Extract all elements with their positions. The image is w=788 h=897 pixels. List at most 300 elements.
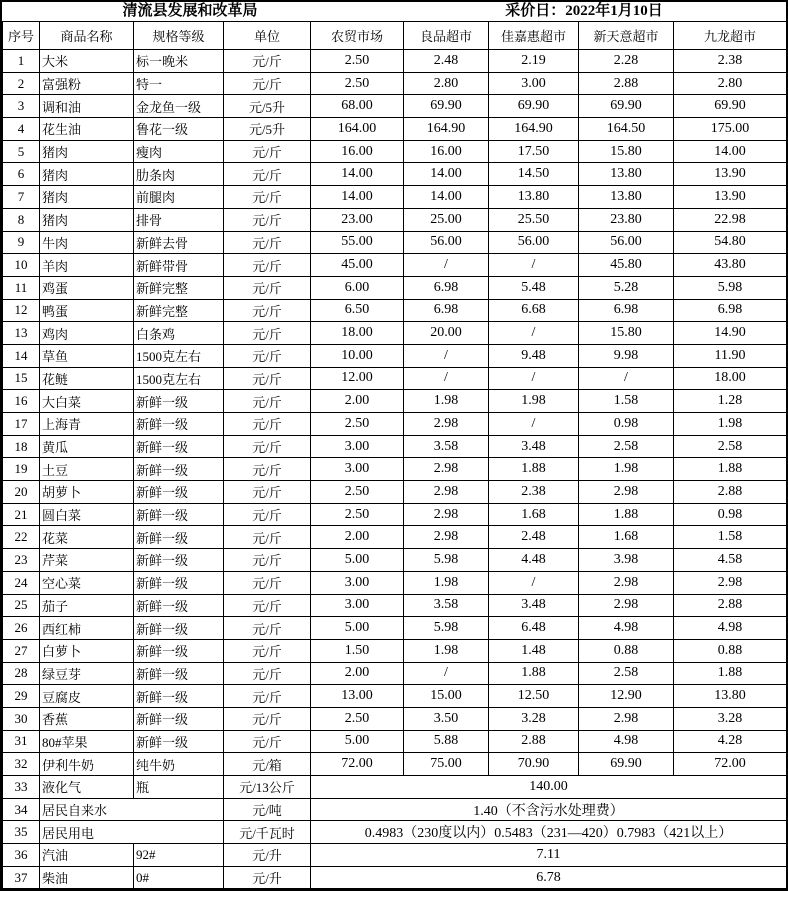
cell-product-name: 芹菜 — [40, 549, 134, 572]
cell-row-number: 21 — [3, 503, 40, 526]
cell-row-number: 14 — [3, 344, 40, 367]
cell-row-number: 7 — [3, 186, 40, 209]
cell-row-number: 11 — [3, 276, 40, 299]
cell-price: 13.80 — [579, 186, 674, 209]
cell-product-name: 鸡蛋 — [40, 276, 134, 299]
cell-product-name: 茄子 — [40, 594, 134, 617]
cell-price: 5.00 — [311, 549, 404, 572]
cell-price: 15.80 — [579, 322, 674, 345]
cell-price: 14.50 — [489, 163, 579, 186]
cell-price: 14.00 — [311, 186, 404, 209]
cell-price: 2.50 — [311, 503, 404, 526]
cell-price: 5.48 — [489, 276, 579, 299]
cell-price: 2.00 — [311, 662, 404, 685]
cell-row-number: 37 — [3, 866, 40, 889]
cell-row-number: 26 — [3, 617, 40, 640]
cell-merged-price: 1.40（不含污水处理费） — [311, 798, 787, 821]
cell-price: 164.90 — [404, 118, 489, 141]
cell-product-name: 花鲢 — [40, 367, 134, 390]
cell-unit: 元/斤 — [224, 390, 311, 413]
cell-product-name: 大白菜 — [40, 390, 134, 413]
table-row — [3, 208, 787, 231]
cell-price: 4.58 — [674, 549, 787, 572]
cell-product-name: 空心菜 — [40, 571, 134, 594]
cell-price: 5.00 — [311, 730, 404, 753]
cell-row-number: 32 — [3, 753, 40, 776]
cell-price: 20.00 — [404, 322, 489, 345]
cell-unit: 元/5升 — [224, 95, 311, 118]
cell-price: 2.58 — [674, 435, 787, 458]
cell-price: 0.88 — [579, 639, 674, 662]
cell-spec-grade: 0# — [134, 866, 224, 889]
cell-product-name: 圆白菜 — [40, 503, 134, 526]
table-row — [3, 730, 787, 753]
cell-price: 164.00 — [311, 118, 404, 141]
cell-price: 2.98 — [579, 481, 674, 504]
cell-price: 3.28 — [489, 707, 579, 730]
cell-spec-grade: 新鲜一级 — [134, 481, 224, 504]
cell-row-number: 12 — [3, 299, 40, 322]
cell-spec-grade: 瘦肉 — [134, 140, 224, 163]
cell-product-name: 猪肉 — [40, 163, 134, 186]
cell-row-number: 6 — [3, 163, 40, 186]
cell-unit: 元/斤 — [224, 163, 311, 186]
cell-price: 3.48 — [489, 594, 579, 617]
cell-price: 2.58 — [579, 662, 674, 685]
cell-price: 6.98 — [674, 299, 787, 322]
cell-price: 3.98 — [579, 549, 674, 572]
table-row — [3, 776, 787, 799]
cell-price: 14.00 — [404, 163, 489, 186]
cell-spec-grade: 新鲜一级 — [134, 685, 224, 708]
cell-price: 72.00 — [311, 753, 404, 776]
cell-price: 23.80 — [579, 208, 674, 231]
header-row — [3, 22, 787, 50]
cell-unit: 元/斤 — [224, 413, 311, 436]
cell-spec-grade: 新鲜一级 — [134, 413, 224, 436]
cell-price: 45.00 — [311, 254, 404, 277]
cell-price: 2.98 — [404, 413, 489, 436]
cell-spec-grade: 新鲜一级 — [134, 435, 224, 458]
cell-row-number: 20 — [3, 481, 40, 504]
table-row — [3, 662, 787, 685]
cell-unit: 元/斤 — [224, 276, 311, 299]
column-header-8: 九龙超市 — [674, 22, 787, 50]
cell-spec-grade: 瓶 — [134, 776, 224, 799]
cell-unit: 元/斤 — [224, 254, 311, 277]
cell-spec-grade: 特一 — [134, 72, 224, 95]
cell-row-number: 3 — [3, 95, 40, 118]
cell-row-number: 33 — [3, 776, 40, 799]
cell-row-number: 29 — [3, 685, 40, 708]
cell-spec-grade: 鲁花一级 — [134, 118, 224, 141]
cell-product-name: 柴油 — [40, 866, 134, 889]
cell-price: 3.00 — [311, 594, 404, 617]
cell-price: 164.50 — [579, 118, 674, 141]
survey-date: 采价日：2022年1月10日 — [505, 3, 663, 19]
cell-row-number: 9 — [3, 231, 40, 254]
cell-product-name: 猪肉 — [40, 186, 134, 209]
table-row — [3, 617, 787, 640]
column-header-5: 良品超市 — [404, 22, 489, 50]
cell-price: 13.80 — [579, 163, 674, 186]
cell-product-name: 居民自来水 — [40, 798, 224, 821]
cell-price: 56.00 — [579, 231, 674, 254]
cell-spec-grade: 白条鸡 — [134, 322, 224, 345]
cell-price: 5.28 — [579, 276, 674, 299]
table-row — [3, 322, 787, 345]
cell-product-name: 调和油 — [40, 95, 134, 118]
table-row — [3, 866, 787, 889]
cell-price: 1.68 — [579, 526, 674, 549]
cell-spec-grade: 1500克左右 — [134, 344, 224, 367]
cell-unit: 元/斤 — [224, 435, 311, 458]
cell-price: 6.98 — [579, 299, 674, 322]
cell-product-name: 猪肉 — [40, 208, 134, 231]
cell-unit: 元/斤 — [224, 231, 311, 254]
table-row — [3, 753, 787, 776]
cell-price: / — [489, 367, 579, 390]
cell-price: 2.98 — [579, 707, 674, 730]
cell-row-number: 23 — [3, 549, 40, 572]
cell-price: 2.38 — [674, 50, 787, 73]
table-row — [3, 503, 787, 526]
cell-product-name: 鸡肉 — [40, 322, 134, 345]
cell-price: 5.00 — [311, 617, 404, 640]
cell-row-number: 27 — [3, 639, 40, 662]
cell-unit: 元/斤 — [224, 707, 311, 730]
cell-product-name: 羊肉 — [40, 254, 134, 277]
cell-price: 12.90 — [579, 685, 674, 708]
cell-price: 16.00 — [311, 140, 404, 163]
cell-price: 2.00 — [311, 390, 404, 413]
cell-price: 1.98 — [404, 571, 489, 594]
cell-price: 5.98 — [404, 617, 489, 640]
cell-row-number: 36 — [3, 844, 40, 867]
cell-price: 69.90 — [674, 95, 787, 118]
cell-unit: 元/斤 — [224, 594, 311, 617]
cell-price: 2.98 — [579, 571, 674, 594]
cell-price: 18.00 — [311, 322, 404, 345]
cell-price: 1.88 — [674, 458, 787, 481]
cell-price: 3.00 — [489, 72, 579, 95]
cell-spec-grade: 排骨 — [134, 208, 224, 231]
column-header-0: 序号 — [3, 22, 40, 50]
cell-price: 17.50 — [489, 140, 579, 163]
cell-row-number: 18 — [3, 435, 40, 458]
cell-unit: 元/升 — [224, 844, 311, 867]
cell-price: 13.90 — [674, 186, 787, 209]
cell-price: 1.98 — [404, 390, 489, 413]
column-header-1: 商品名称 — [40, 22, 134, 50]
cell-price: 2.19 — [489, 50, 579, 73]
table-row — [3, 844, 787, 867]
cell-spec-grade: 前腿肉 — [134, 186, 224, 209]
cell-product-name: 草鱼 — [40, 344, 134, 367]
cell-price: 12.00 — [311, 367, 404, 390]
table-row — [3, 50, 787, 73]
cell-merged-price: 140.00 — [311, 776, 787, 799]
cell-price: 1.58 — [674, 526, 787, 549]
cell-unit: 元/斤 — [224, 208, 311, 231]
cell-spec-grade: 新鲜一级 — [134, 707, 224, 730]
cell-unit: 元/斤 — [224, 549, 311, 572]
cell-price: 2.88 — [579, 72, 674, 95]
cell-spec-grade: 新鲜完整 — [134, 276, 224, 299]
cell-product-name: 80#苹果 — [40, 730, 134, 753]
cell-product-name: 花生油 — [40, 118, 134, 141]
cell-price: 1.88 — [674, 662, 787, 685]
cell-spec-grade: 新鲜一级 — [134, 730, 224, 753]
table-row — [3, 821, 787, 844]
cell-price: 13.90 — [674, 163, 787, 186]
cell-product-name: 液化气 — [40, 776, 134, 799]
cell-price: 25.50 — [489, 208, 579, 231]
cell-price: 1.68 — [489, 503, 579, 526]
cell-spec-grade: 新鲜一级 — [134, 549, 224, 572]
cell-price: / — [404, 344, 489, 367]
cell-unit: 元/斤 — [224, 526, 311, 549]
cell-price: 2.98 — [579, 594, 674, 617]
cell-price: 3.00 — [311, 435, 404, 458]
cell-price: 2.98 — [404, 503, 489, 526]
cell-price: 3.58 — [404, 435, 489, 458]
cell-price: 1.88 — [489, 662, 579, 685]
table-row — [3, 299, 787, 322]
cell-price: 54.80 — [674, 231, 787, 254]
cell-price: 2.50 — [311, 72, 404, 95]
cell-unit: 元/13公斤 — [224, 776, 311, 799]
table-row — [3, 685, 787, 708]
cell-unit: 元/斤 — [224, 662, 311, 685]
cell-price: 2.80 — [404, 72, 489, 95]
column-header-4: 农贸市场 — [311, 22, 404, 50]
cell-price: 1.48 — [489, 639, 579, 662]
cell-price: 2.48 — [404, 50, 489, 73]
cell-price: 15.80 — [579, 140, 674, 163]
cell-price: / — [489, 322, 579, 345]
cell-product-name: 伊利牛奶 — [40, 753, 134, 776]
cell-price: 3.50 — [404, 707, 489, 730]
cell-unit: 元/千瓦时 — [224, 821, 311, 844]
column-header-7: 新天意超市 — [579, 22, 674, 50]
cell-price: 2.50 — [311, 481, 404, 504]
table-row — [3, 118, 787, 141]
cell-price: 1.50 — [311, 639, 404, 662]
cell-price: 56.00 — [404, 231, 489, 254]
column-header-6: 佳嘉惠超市 — [489, 22, 579, 50]
cell-price: 3.58 — [404, 594, 489, 617]
cell-unit: 元/斤 — [224, 639, 311, 662]
cell-price: 6.98 — [404, 299, 489, 322]
price-table — [2, 21, 787, 889]
cell-price: 12.50 — [489, 685, 579, 708]
cell-product-name: 绿豆芽 — [40, 662, 134, 685]
cell-row-number: 19 — [3, 458, 40, 481]
cell-product-name: 白萝卜 — [40, 639, 134, 662]
cell-price: 16.00 — [404, 140, 489, 163]
cell-unit: 元/升 — [224, 866, 311, 889]
cell-price: 4.98 — [579, 730, 674, 753]
cell-spec-grade: 金龙鱼一级 — [134, 95, 224, 118]
cell-unit: 元/斤 — [224, 50, 311, 73]
cell-unit: 元/斤 — [224, 72, 311, 95]
cell-row-number: 1 — [3, 50, 40, 73]
cell-product-name: 胡萝卜 — [40, 481, 134, 504]
table-row — [3, 276, 787, 299]
cell-row-number: 15 — [3, 367, 40, 390]
table-row — [3, 435, 787, 458]
cell-price: 55.00 — [311, 231, 404, 254]
column-header-3: 单位 — [224, 22, 311, 50]
table-row — [3, 367, 787, 390]
cell-price: 11.90 — [674, 344, 787, 367]
cell-unit: 元/斤 — [224, 140, 311, 163]
cell-spec-grade: 新鲜去骨 — [134, 231, 224, 254]
table-row — [3, 481, 787, 504]
cell-product-name: 黄瓜 — [40, 435, 134, 458]
cell-unit: 元/斤 — [224, 458, 311, 481]
cell-product-name: 鸭蛋 — [40, 299, 134, 322]
cell-price: 69.90 — [489, 95, 579, 118]
table-row — [3, 639, 787, 662]
cell-unit: 元/斤 — [224, 344, 311, 367]
cell-merged-price: 0.4983（230度以内）0.5483（231—420）0.7983（421以上） — [311, 821, 787, 844]
cell-price: 1.88 — [579, 503, 674, 526]
cell-price: 6.50 — [311, 299, 404, 322]
cell-price: 6.48 — [489, 617, 579, 640]
cell-spec-grade: 新鲜一级 — [134, 662, 224, 685]
cell-unit: 元/吨 — [224, 798, 311, 821]
cell-price: 13.80 — [489, 186, 579, 209]
cell-price: 2.28 — [579, 50, 674, 73]
table-body — [3, 50, 787, 889]
table-row — [3, 413, 787, 436]
cell-spec-grade: 新鲜一级 — [134, 617, 224, 640]
cell-row-number: 8 — [3, 208, 40, 231]
cell-unit: 元/斤 — [224, 571, 311, 594]
cell-price: 70.90 — [489, 753, 579, 776]
cell-price: 68.00 — [311, 95, 404, 118]
cell-price: / — [489, 571, 579, 594]
cell-price: 23.00 — [311, 208, 404, 231]
cell-price: 4.98 — [674, 617, 787, 640]
cell-price: 2.00 — [311, 526, 404, 549]
cell-spec-grade: 新鲜一级 — [134, 390, 224, 413]
table-row — [3, 798, 787, 821]
cell-spec-grade: 新鲜带骨 — [134, 254, 224, 277]
cell-price: 13.80 — [674, 685, 787, 708]
table-row — [3, 594, 787, 617]
cell-price: / — [404, 367, 489, 390]
cell-price: 2.50 — [311, 413, 404, 436]
cell-price: 9.48 — [489, 344, 579, 367]
cell-price: 2.80 — [674, 72, 787, 95]
cell-spec-grade: 新鲜一级 — [134, 526, 224, 549]
table-row — [3, 140, 787, 163]
cell-price: 18.00 — [674, 367, 787, 390]
cell-price: 9.98 — [579, 344, 674, 367]
cell-row-number: 2 — [3, 72, 40, 95]
table-header — [3, 22, 787, 50]
cell-product-name: 居民用电 — [40, 821, 224, 844]
cell-row-number: 5 — [3, 140, 40, 163]
cell-price: 2.98 — [404, 458, 489, 481]
table-row — [3, 186, 787, 209]
table-row — [3, 163, 787, 186]
table-row — [3, 526, 787, 549]
cell-merged-price: 7.11 — [311, 844, 787, 867]
cell-price: 15.00 — [404, 685, 489, 708]
cell-price: 0.88 — [674, 639, 787, 662]
agency-title: 清流县发展和改革局 — [122, 3, 258, 19]
cell-price: 43.80 — [674, 254, 787, 277]
cell-row-number: 35 — [3, 821, 40, 844]
cell-price: 5.88 — [404, 730, 489, 753]
cell-price: 69.90 — [579, 753, 674, 776]
cell-price: 2.50 — [311, 50, 404, 73]
cell-price: 1.58 — [579, 390, 674, 413]
cell-price: 2.48 — [489, 526, 579, 549]
cell-price: 3.28 — [674, 707, 787, 730]
cell-spec-grade: 新鲜完整 — [134, 299, 224, 322]
cell-product-name: 猪肉 — [40, 140, 134, 163]
cell-product-name: 豆腐皮 — [40, 685, 134, 708]
cell-price: / — [579, 367, 674, 390]
title-row — [2, 2, 786, 21]
cell-price: 14.00 — [311, 163, 404, 186]
cell-price: 5.98 — [404, 549, 489, 572]
cell-product-name: 土豆 — [40, 458, 134, 481]
cell-price: / — [404, 662, 489, 685]
cell-spec-grade: 新鲜一级 — [134, 639, 224, 662]
cell-row-number: 22 — [3, 526, 40, 549]
cell-product-name: 上海青 — [40, 413, 134, 436]
cell-row-number: 13 — [3, 322, 40, 345]
cell-row-number: 28 — [3, 662, 40, 685]
cell-unit: 元/斤 — [224, 617, 311, 640]
cell-price: 4.48 — [489, 549, 579, 572]
cell-unit: 元/斤 — [224, 481, 311, 504]
cell-price: 69.90 — [404, 95, 489, 118]
cell-unit: 元/斤 — [224, 186, 311, 209]
cell-price: 0.98 — [674, 503, 787, 526]
cell-product-name: 汽油 — [40, 844, 134, 867]
cell-price: / — [489, 413, 579, 436]
cell-price: 6.98 — [404, 276, 489, 299]
cell-spec-grade: 新鲜一级 — [134, 503, 224, 526]
cell-product-name: 西红柿 — [40, 617, 134, 640]
cell-price: 4.98 — [579, 617, 674, 640]
cell-row-number: 34 — [3, 798, 40, 821]
cell-spec-grade: 纯牛奶 — [134, 753, 224, 776]
cell-merged-price: 6.78 — [311, 866, 787, 889]
table-row — [3, 458, 787, 481]
cell-price: 1.98 — [579, 458, 674, 481]
table-row — [3, 549, 787, 572]
cell-row-number: 10 — [3, 254, 40, 277]
cell-row-number: 31 — [3, 730, 40, 753]
cell-row-number: 24 — [3, 571, 40, 594]
cell-price: 5.98 — [674, 276, 787, 299]
cell-row-number: 25 — [3, 594, 40, 617]
cell-spec-grade: 新鲜一级 — [134, 571, 224, 594]
cell-product-name: 富强粉 — [40, 72, 134, 95]
cell-product-name: 花菜 — [40, 526, 134, 549]
cell-price: 2.38 — [489, 481, 579, 504]
cell-spec-grade: 新鲜一级 — [134, 594, 224, 617]
cell-row-number: 30 — [3, 707, 40, 730]
